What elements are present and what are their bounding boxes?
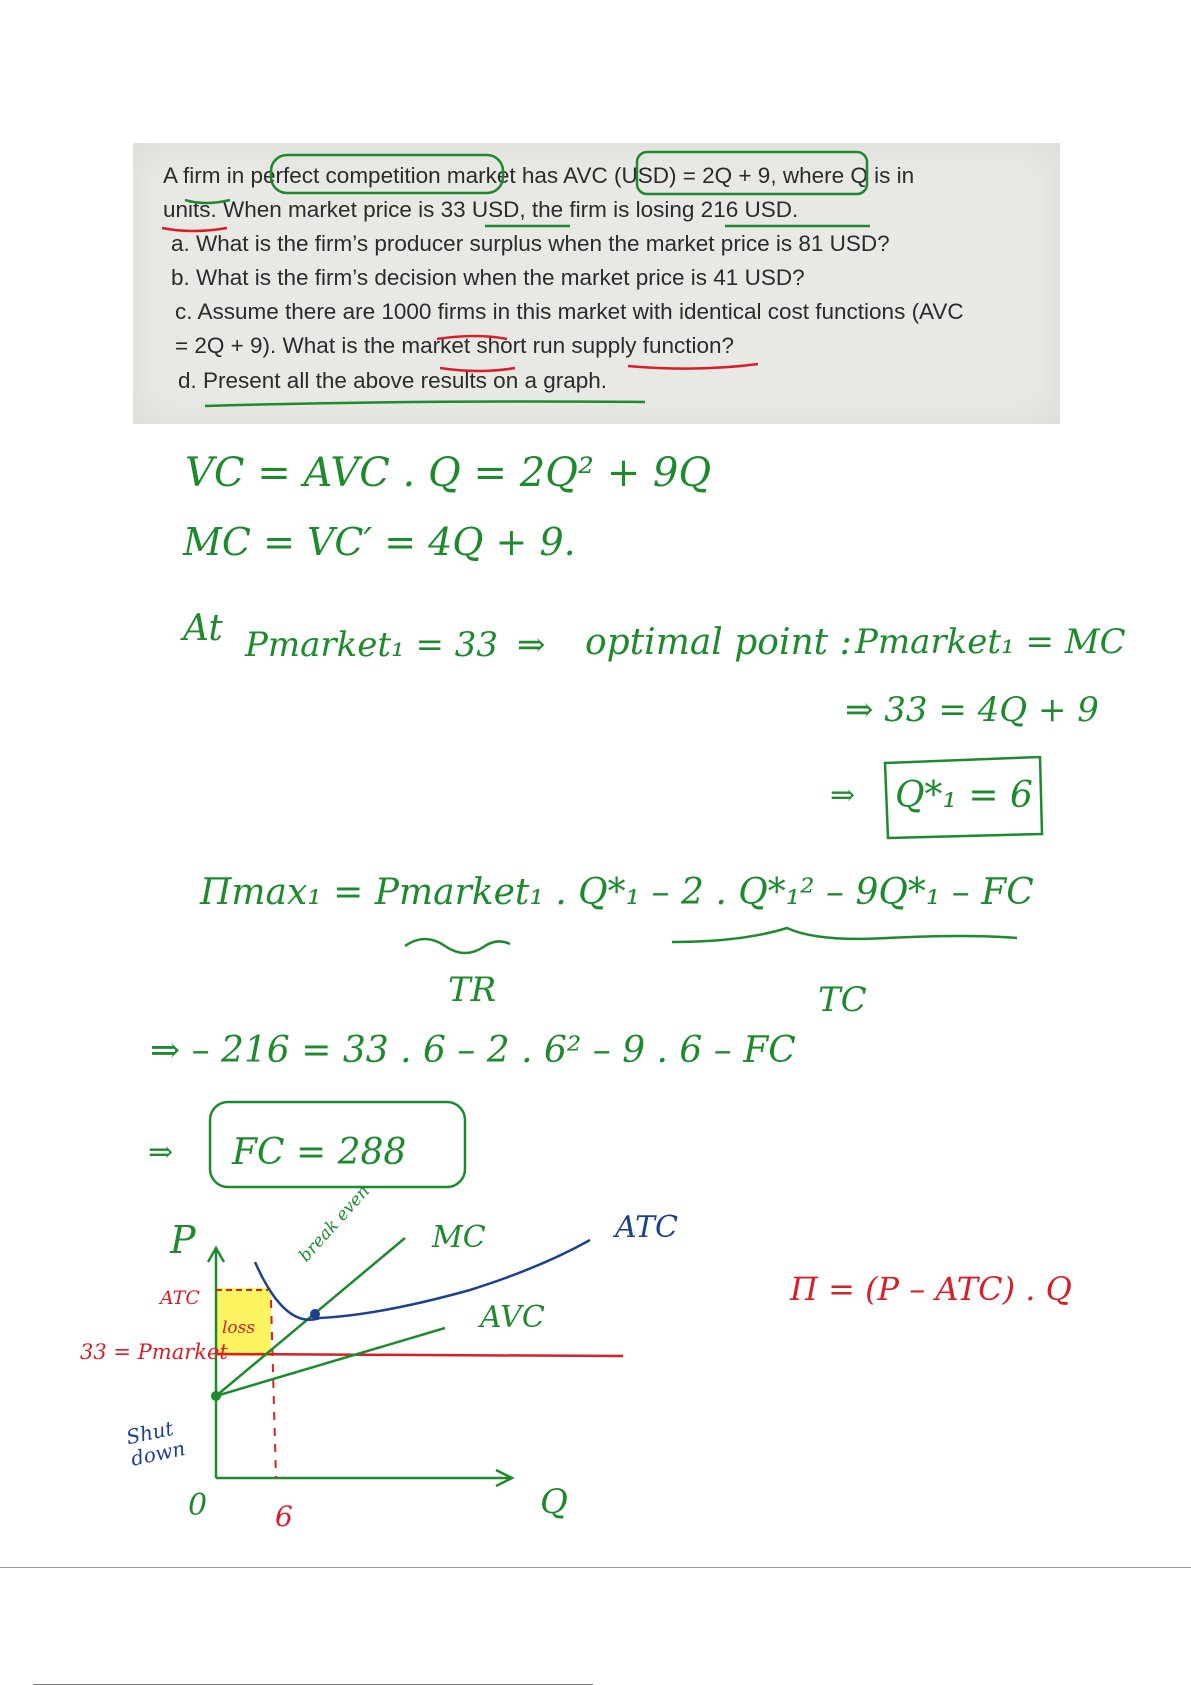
mc-equal-33: ⇒ 33 = 4Q + 9 [845,690,1099,730]
market-price-line [216,1354,623,1356]
shutdown-label: Shut down [124,1415,188,1471]
problem-line-2: units. When market price is 33 USD, the firm is losing 216 USD. [163,197,799,222]
implies-arrow-3: ⇒ [148,1135,174,1170]
problem-line-a: a. What is the firm’s producer surplus when the market price is 81 USD? [171,231,890,256]
optimal-condition: Pmarket₁ = MC [855,622,1126,662]
shutdown-point [211,1391,221,1401]
breakeven-label: break even [295,1181,374,1266]
at-label: At [183,608,223,649]
profit-formula: Π = (P – ATC) . Q [790,1270,1072,1308]
fc-result: FC = 288 [232,1132,407,1173]
q-star-result: Q*₁ = 6 [895,775,1033,816]
atc-curve-label: ATC [615,1210,678,1245]
loss-label: loss [222,1318,256,1338]
tr-label: TR [448,970,497,1010]
origin-label: 0 [188,1488,208,1523]
problem-line-b: b. What is the firm’s decision when the market price is 41 USD? [171,265,805,290]
problem-line-c: c. Assume there are 1000 firms in this market with identical cost functions (AVC [175,299,964,324]
implies-arrow-1: ⇒ [517,625,546,665]
vc-equation: VC = AVC . Q = 2Q² + 9Q [185,450,712,496]
y-market-label: 33 = Pmarket [80,1340,228,1364]
breakeven-point [310,1309,320,1319]
implies-arrow-2: ⇒ [830,778,856,813]
tc-label: TC [818,980,867,1020]
optimal-point-label: optimal point : [585,622,852,663]
pmarket-33: Pmarket₁ = 33 [245,625,499,665]
problem-line-c2: = 2Q + 9). What is the market short run supply function? [175,333,735,358]
mc-equation: MC = VC′ = 4Q + 9. [183,520,576,564]
q-axis-label: Q [540,1482,568,1522]
p-axis-label: P [170,1218,196,1262]
q-six-label: 6 [275,1500,293,1533]
problem-line-d: d. Present all the above results on a graph. [178,368,608,393]
mc-curve-label: MC [432,1220,486,1255]
profit-equation: Πmax₁ = Pmarket₁ . Q*₁ – 2 . Q*₁² – 9Q*₁ – FC [200,872,1034,913]
page-separator [0,1567,1191,1568]
substitution-equation: ⇒ – 216 = 33 . 6 – 2 . 6² – 9 . 6 – FC [150,1030,796,1071]
q-six-dashed-line [271,1300,276,1478]
y-atc-label: ATC [160,1287,200,1309]
avc-curve-label: AVC [480,1300,545,1335]
problem-line-1: A firm in perfect competition market has AVC (USD) = 2Q + 9, where Q is in [163,163,915,188]
